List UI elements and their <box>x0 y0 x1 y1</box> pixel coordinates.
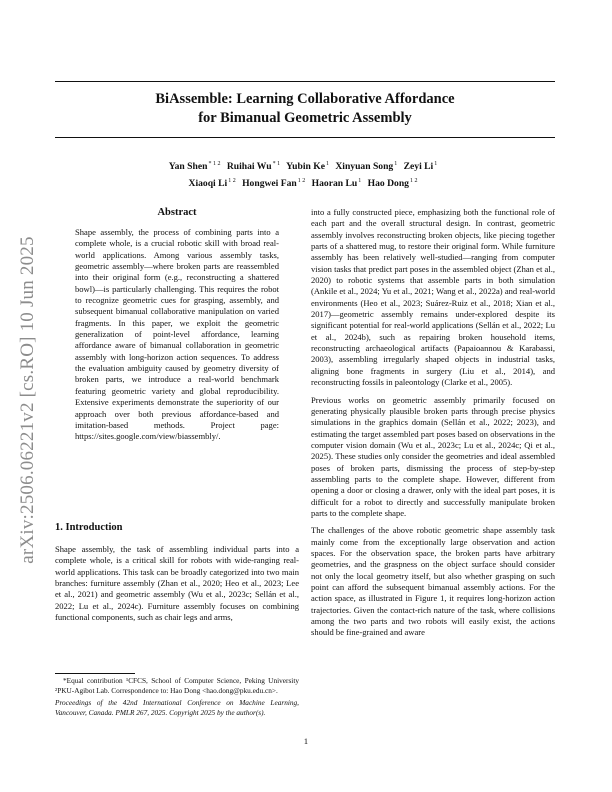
author-affiliation-mark: * 1 <box>272 161 281 167</box>
author-affiliation-mark: 1 <box>434 161 438 167</box>
author-affiliation-mark: 1 <box>358 178 362 184</box>
title-top-rule <box>55 81 555 82</box>
author-name: Hongwei Fan <box>242 178 297 189</box>
author-name: Hao Dong <box>367 178 409 189</box>
abstract-body: Shape assembly, the process of combining parts into a complete whole, is a crucial robotic skill with broad real-world applications. Among various assembly tasks, geometric assembly—where broken parts are reassembled into their original form (e.g., reconstructing a shattered bowl)—is particularly challenging. This requires the robot to recognize geometric cues for grasping, assembly, and subsequent bimanual collaborative manipulation on varied fragments. In this paper, we exploit the geometric generalization of point-level affordance, learning affordance aware of bimanual collaboration in geometric assembly with long-horizon action sequences. To address the evaluation ambiguity caused by geometry diversity of broken parts, we introduce a real-world benchmark featuring geometric variety and global reproducibility. Extensive experiments demonstrate the superiority of our approach over both previous affordance-based and imitation-based methods. Project page: https://sites.google.com/view/biassembly/. <box>75 227 279 442</box>
title-line-2: for Bimanual Geometric Assembly <box>198 110 412 126</box>
page-number: 1 <box>303 736 309 746</box>
author-name: Xiaoqi Li <box>188 178 228 189</box>
intro-paragraph: Shape assembly, the task of assembling individual parts into a complete whole, is a critical skill for robots with wide-ranging real-world applications. This task can be broadly categorized into two main branches: furniture assembly (Zhan et al., 2020; Heo et al., 2023; Lee et al., 2021) and geometric assembly (Wu et al., 2023c; Sellán et al., 2022; Lu et al., 2024c). Furniture assembly focuses on combining functional components, such as chair legs and arms, <box>55 544 299 623</box>
contribution-footnote: *Equal contribution ¹CFCS, School of Computer Science, Peking University ²PKU-Agibot Lab. Correspondence to: Hao Dong <hao.dong@pku.edu.cn>. <box>55 676 299 695</box>
author-affiliation-mark: * 1 2 <box>208 161 221 167</box>
author-affiliation-mark: 1 2 <box>297 178 306 184</box>
arxiv-id-text: arXiv:2506.06221v2 [cs.RO] 10 Jun 2025 <box>17 236 38 564</box>
author-affiliation-mark: 1 2 <box>409 178 418 184</box>
author-list <box>55 157 555 191</box>
abstract-heading: Abstract <box>157 207 197 218</box>
intro-paragraph: into a fully constructed piece, emphasizing both the functional role of each part and the overall structural design. In contrast, geometric assembly involves reconstructing broken objects, like piecing together parts of a shattered mug, to restore their original form. While furniture assembly has been relatively well-studied—ranging from computer vision tasks that predict part poses in the assembled object (Zhan et al., 2020) to robotic systems that assemble parts in both simulation (Ankile et al., 2024; Yu et al., 2021; Wang et al., 2022a) and real-world environments (Heo et al., 2023; Suárez-Ruiz et al., 2018; Xian et al., 2017)—geometric assembly remains under-explored despite its significant potential for real-world applications (Sellán et al., 2022; Lu et al., 2024b), such as repairing broken household items, reconstructing archaeological artifacts (Papaioannou & Karabassi, 2003), assembling irregularly shaped objects in industrial tasks, aligning bone fragments in surgery (Liu et al., 2014), and reconstructing fossils in paleontology (Clarke et al., 2005). <box>311 207 555 388</box>
intro-paragraph: The challenges of the above robotic geometric shape assembly task mainly come from the exceptionally large observation and action spaces. For the observation space, the broken parts have arbitrary geometries, and the graspness on the object surface should consider not only the local geometry itself, but also whether grasping on such point can afford the subsequent bimanual assembly actions. For the action space, as illustrated in Figure 1, it requires long-horizon action trajectories. Given the contact-rich nature of the task, where collisions among the two parts and two robots will easily exist, the actions should be fine-grained and aware <box>311 525 555 638</box>
footnote-rule <box>55 673 135 674</box>
arxiv-identifier-stamp <box>14 215 42 585</box>
paper-title <box>55 90 555 128</box>
footnotes <box>55 676 299 720</box>
author-name: Ruihai Wu <box>226 161 272 172</box>
authors-line-1 <box>55 157 555 174</box>
author-affiliation-mark: 1 2 <box>228 178 236 184</box>
introduction-heading: 1. Introduction <box>55 522 123 533</box>
introduction-left-column <box>55 544 299 629</box>
author-name: Yan Shen <box>168 161 208 172</box>
authors-line-2 <box>55 174 555 191</box>
author-name: Yubin Ke <box>286 161 325 172</box>
title-line-1: BiAssemble: Learning Collaborative Affordance <box>155 91 455 107</box>
title-bottom-rule <box>55 137 555 138</box>
introduction-right-column <box>311 207 555 645</box>
author-affiliation-mark: 1 <box>325 161 329 167</box>
author-name: Haoran Lu <box>311 178 358 189</box>
author-name: Zeyi Li <box>403 161 434 172</box>
author-affiliation-mark: 1 <box>394 161 398 167</box>
author-name: Xinyuan Song <box>335 161 394 172</box>
intro-paragraph: Previous works on geometric assembly primarily focused on generating physically plausible broken parts through precise physics simulations in the graphics domain (Sellán et al., 2022; 2023), and estimating the target assembled part poses based on observations in the computer vision domain (Wu et al., 2023c; Lu et al., 2024c; Qi et al., 2025). These studies only consider the geometries and ideal assembled poses of broken parts, dismissing the process of step-by-step assembling parts to the complete shape. However, different from opening a door or closing a drawer, only with the ideal part poses, it is difficult for a robot to directly and successfully manipulate broken parts to the complete shape. <box>311 394 555 518</box>
proceedings-footnote: Proceedings of the 42nd International Conference on Machine Learning, Vancouver, Canada. PMLR 267, 2025. Copyright 2025 by the author(s). <box>55 698 299 717</box>
